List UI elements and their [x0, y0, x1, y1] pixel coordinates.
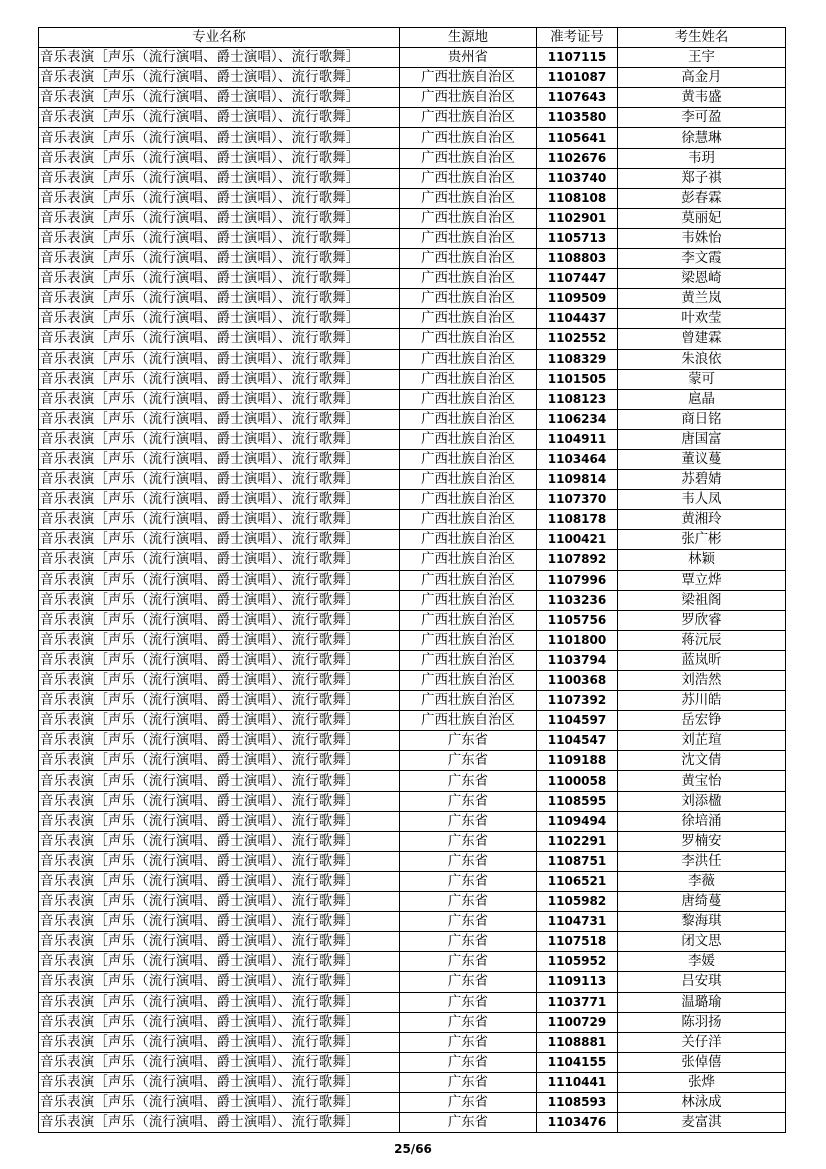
- major-cell: 音乐表演［声乐（流行演唱、爵士演唱）、流行歌舞］: [39, 630, 400, 650]
- origin-cell: 广东省: [400, 1052, 537, 1072]
- exam-id-cell: 1108881: [537, 1032, 618, 1052]
- table-row: [39, 429, 786, 449]
- student-name-cell: 蒙可: [618, 369, 786, 389]
- major-cell: 音乐表演［声乐（流行演唱、爵士演唱）、流行歌舞］: [39, 811, 400, 831]
- student-name-cell: 王宇: [618, 48, 786, 68]
- student-name-cell: 林颖: [618, 550, 786, 570]
- student-name-cell: 韦人凤: [618, 490, 786, 510]
- student-name-cell: 吕安琪: [618, 972, 786, 992]
- origin-cell: 广西壮族自治区: [400, 208, 537, 228]
- table-row: [39, 168, 786, 188]
- major-cell: 音乐表演［声乐（流行演唱、爵士演唱）、流行歌舞］: [39, 249, 400, 269]
- student-name-cell: 罗楠安: [618, 831, 786, 851]
- origin-cell: 广东省: [400, 1032, 537, 1052]
- major-cell: 音乐表演［声乐（流行演唱、爵士演唱）、流行歌舞］: [39, 289, 400, 309]
- table-row: [39, 610, 786, 630]
- student-name-cell: 刘浩然: [618, 671, 786, 691]
- exam-id-cell: 1106521: [537, 871, 618, 891]
- major-cell: 音乐表演［声乐（流行演唱、爵士演唱）、流行歌舞］: [39, 329, 400, 349]
- exam-id-cell: 1108123: [537, 389, 618, 409]
- exam-id-cell: 1103794: [537, 650, 618, 670]
- student-name-cell: 莫丽妃: [618, 208, 786, 228]
- table-row: [39, 329, 786, 349]
- student-name-cell: 刘添楹: [618, 791, 786, 811]
- student-name-cell: 沈文倩: [618, 751, 786, 771]
- exam-id-cell: 1102901: [537, 208, 618, 228]
- student-name-cell: 覃立烨: [618, 570, 786, 590]
- exam-id-cell: 1109188: [537, 751, 618, 771]
- origin-cell: 广西壮族自治区: [400, 68, 537, 88]
- table-row: [39, 1032, 786, 1052]
- student-name-cell: 韦姝怡: [618, 228, 786, 248]
- exam-id-cell: 1108593: [537, 1092, 618, 1112]
- exam-id-cell: 1104547: [537, 731, 618, 751]
- table-body: [39, 48, 786, 1133]
- origin-cell: 广西壮族自治区: [400, 188, 537, 208]
- table-row: [39, 309, 786, 329]
- student-name-cell: 韦玥: [618, 148, 786, 168]
- major-cell: 音乐表演［声乐（流行演唱、爵士演唱）、流行歌舞］: [39, 691, 400, 711]
- page-number: 25/66: [394, 1142, 432, 1156]
- origin-cell: 广西壮族自治区: [400, 550, 537, 570]
- student-name-cell: 黄兰岚: [618, 289, 786, 309]
- origin-cell: 广东省: [400, 771, 537, 791]
- exam-id-cell: 1103464: [537, 449, 618, 469]
- student-name-cell: 叶欢莹: [618, 309, 786, 329]
- major-cell: 音乐表演［声乐（流行演唱、爵士演唱）、流行歌舞］: [39, 650, 400, 670]
- major-cell: 音乐表演［声乐（流行演唱、爵士演唱）、流行歌舞］: [39, 1072, 400, 1092]
- origin-cell: 广东省: [400, 1113, 537, 1133]
- admission-list-sheet: [38, 27, 785, 1133]
- origin-cell: 广西壮族自治区: [400, 449, 537, 469]
- origin-cell: 广东省: [400, 1072, 537, 1092]
- major-cell: 音乐表演［声乐（流行演唱、爵士演唱）、流行歌舞］: [39, 751, 400, 771]
- table-row: [39, 470, 786, 490]
- major-cell: 音乐表演［声乐（流行演唱、爵士演唱）、流行歌舞］: [39, 550, 400, 570]
- exam-id-cell: 1108329: [537, 349, 618, 369]
- origin-cell: 广西壮族自治区: [400, 429, 537, 449]
- table-row: [39, 48, 786, 68]
- student-name-cell: 梁恩崎: [618, 269, 786, 289]
- table-row: [39, 630, 786, 650]
- major-cell: 音乐表演［声乐（流行演唱、爵士演唱）、流行歌舞］: [39, 972, 400, 992]
- major-cell: 音乐表演［声乐（流行演唱、爵士演唱）、流行歌舞］: [39, 88, 400, 108]
- student-name-cell: 黎海琪: [618, 912, 786, 932]
- exam-id-cell: 1105756: [537, 610, 618, 630]
- table-header: [39, 28, 786, 48]
- student-name-cell: 梁祖阁: [618, 590, 786, 610]
- exam-id-cell: 1103236: [537, 590, 618, 610]
- table-row: [39, 831, 786, 851]
- student-name-cell: 徐慧琳: [618, 128, 786, 148]
- exam-id-cell: 1105982: [537, 892, 618, 912]
- major-cell: 音乐表演［声乐（流行演唱、爵士演唱）、流行歌舞］: [39, 610, 400, 630]
- table-row: [39, 1072, 786, 1092]
- major-cell: 音乐表演［声乐（流行演唱、爵士演唱）、流行歌舞］: [39, 148, 400, 168]
- table-row: [39, 490, 786, 510]
- table-row: [39, 952, 786, 972]
- table-row: [39, 892, 786, 912]
- student-name-cell: 商日铭: [618, 409, 786, 429]
- major-cell: 音乐表演［声乐（流行演唱、爵士演唱）、流行歌舞］: [39, 570, 400, 590]
- major-cell: 音乐表演［声乐（流行演唱、爵士演唱）、流行歌舞］: [39, 168, 400, 188]
- major-cell: 音乐表演［声乐（流行演唱、爵士演唱）、流行歌舞］: [39, 48, 400, 68]
- major-cell: 音乐表演［声乐（流行演唱、爵士演唱）、流行歌舞］: [39, 590, 400, 610]
- major-cell: 音乐表演［声乐（流行演唱、爵士演唱）、流行歌舞］: [39, 490, 400, 510]
- table-row: [39, 188, 786, 208]
- major-cell: 音乐表演［声乐（流行演唱、爵士演唱）、流行歌舞］: [39, 128, 400, 148]
- student-name-cell: 徐培涌: [618, 811, 786, 831]
- origin-cell: 广西壮族自治区: [400, 470, 537, 490]
- major-cell: 音乐表演［声乐（流行演唱、爵士演唱）、流行歌舞］: [39, 1092, 400, 1112]
- student-name-cell: 郑子祺: [618, 168, 786, 188]
- origin-cell: 广东省: [400, 932, 537, 952]
- major-cell: 音乐表演［声乐（流行演唱、爵士演唱）、流行歌舞］: [39, 208, 400, 228]
- major-cell: 音乐表演［声乐（流行演唱、爵士演唱）、流行歌舞］: [39, 671, 400, 691]
- origin-cell: 广东省: [400, 731, 537, 751]
- table-row: [39, 932, 786, 952]
- table-row: [39, 771, 786, 791]
- student-name-cell: 李可盈: [618, 108, 786, 128]
- origin-cell: 广西壮族自治区: [400, 128, 537, 148]
- table-row: [39, 590, 786, 610]
- origin-cell: 广东省: [400, 831, 537, 851]
- table-row: [39, 550, 786, 570]
- origin-cell: 广西壮族自治区: [400, 148, 537, 168]
- major-cell: 音乐表演［声乐（流行演唱、爵士演唱）、流行歌舞］: [39, 851, 400, 871]
- origin-cell: 广东省: [400, 811, 537, 831]
- exam-id-cell: 1105952: [537, 952, 618, 972]
- origin-cell: 广东省: [400, 1012, 537, 1032]
- exam-id-cell: 1104437: [537, 309, 618, 329]
- origin-cell: 广西壮族自治区: [400, 590, 537, 610]
- table-row: [39, 1092, 786, 1112]
- major-cell: 音乐表演［声乐（流行演唱、爵士演唱）、流行歌舞］: [39, 369, 400, 389]
- student-name-cell: 蓝岚昕: [618, 650, 786, 670]
- exam-id-cell: 1101800: [537, 630, 618, 650]
- exam-id-cell: 1102676: [537, 148, 618, 168]
- student-name-cell: 唐国富: [618, 429, 786, 449]
- table-row: [39, 289, 786, 309]
- exam-id-cell: 1107392: [537, 691, 618, 711]
- exam-id-cell: 1100421: [537, 530, 618, 550]
- student-name-cell: 张烨: [618, 1072, 786, 1092]
- major-cell: 音乐表演［声乐（流行演唱、爵士演唱）、流行歌舞］: [39, 429, 400, 449]
- origin-cell: 广西壮族自治区: [400, 630, 537, 650]
- exam-id-cell: 1101087: [537, 68, 618, 88]
- major-cell: 音乐表演［声乐（流行演唱、爵士演唱）、流行歌舞］: [39, 510, 400, 530]
- table-row: [39, 269, 786, 289]
- major-cell: 音乐表演［声乐（流行演唱、爵士演唱）、流行歌舞］: [39, 831, 400, 851]
- student-name-cell: 林泳成: [618, 1092, 786, 1112]
- major-cell: 音乐表演［声乐（流行演唱、爵士演唱）、流行歌舞］: [39, 711, 400, 731]
- exam-id-cell: 1102552: [537, 329, 618, 349]
- major-cell: 音乐表演［声乐（流行演唱、爵士演唱）、流行歌舞］: [39, 530, 400, 550]
- exam-id-cell: 1109494: [537, 811, 618, 831]
- major-cell: 音乐表演［声乐（流行演唱、爵士演唱）、流行歌舞］: [39, 188, 400, 208]
- origin-cell: 广东省: [400, 1092, 537, 1112]
- major-cell: 音乐表演［声乐（流行演唱、爵士演唱）、流行歌舞］: [39, 389, 400, 409]
- table-row: [39, 791, 786, 811]
- student-name-cell: 刘芷瑄: [618, 731, 786, 751]
- exam-id-cell: 1101505: [537, 369, 618, 389]
- student-name-cell: 高金月: [618, 68, 786, 88]
- origin-cell: 广西壮族自治区: [400, 510, 537, 530]
- table-row: [39, 972, 786, 992]
- student-name-cell: 董议蔓: [618, 449, 786, 469]
- exam-id-cell: 1104155: [537, 1052, 618, 1072]
- table-row: [39, 68, 786, 88]
- origin-cell: 广西壮族自治区: [400, 650, 537, 670]
- table-row: [39, 1052, 786, 1072]
- major-cell: 音乐表演［声乐（流行演唱、爵士演唱）、流行歌舞］: [39, 309, 400, 329]
- major-cell: 音乐表演［声乐（流行演唱、爵士演唱）、流行歌舞］: [39, 409, 400, 429]
- major-cell: 音乐表演［声乐（流行演唱、爵士演唱）、流行歌舞］: [39, 952, 400, 972]
- student-name-cell: 朱浪依: [618, 349, 786, 369]
- major-cell: 音乐表演［声乐（流行演唱、爵士演唱）、流行歌舞］: [39, 892, 400, 912]
- header-major: 专业名称: [39, 28, 400, 48]
- table-row: [39, 691, 786, 711]
- exam-id-cell: 1110441: [537, 1072, 618, 1092]
- exam-id-cell: 1107115: [537, 48, 618, 68]
- exam-id-cell: 1107518: [537, 932, 618, 952]
- table-row: [39, 530, 786, 550]
- major-cell: 音乐表演［声乐（流行演唱、爵士演唱）、流行歌舞］: [39, 1052, 400, 1072]
- student-name-cell: 麦富淇: [618, 1113, 786, 1133]
- origin-cell: 广西壮族自治区: [400, 691, 537, 711]
- student-name-cell: 黄韦盛: [618, 88, 786, 108]
- header-row: [39, 28, 786, 48]
- exam-id-cell: 1102291: [537, 831, 618, 851]
- table-row: [39, 208, 786, 228]
- origin-cell: 广东省: [400, 892, 537, 912]
- table-row: [39, 650, 786, 670]
- origin-cell: 广西壮族自治区: [400, 88, 537, 108]
- table-row: [39, 992, 786, 1012]
- major-cell: 音乐表演［声乐（流行演唱、爵士演唱）、流行歌舞］: [39, 791, 400, 811]
- origin-cell: 广东省: [400, 992, 537, 1012]
- origin-cell: 广西壮族自治区: [400, 610, 537, 630]
- student-name-cell: 扈晶: [618, 389, 786, 409]
- student-name-cell: 李洪任: [618, 851, 786, 871]
- exam-id-cell: 1107447: [537, 269, 618, 289]
- table-row: [39, 128, 786, 148]
- major-cell: 音乐表演［声乐（流行演唱、爵士演唱）、流行歌舞］: [39, 1012, 400, 1032]
- origin-cell: 广西壮族自治区: [400, 309, 537, 329]
- exam-id-cell: 1108178: [537, 510, 618, 530]
- student-name-cell: 罗欣睿: [618, 610, 786, 630]
- major-cell: 音乐表演［声乐（流行演唱、爵士演唱）、流行歌舞］: [39, 912, 400, 932]
- exam-id-cell: 1107370: [537, 490, 618, 510]
- major-cell: 音乐表演［声乐（流行演唱、爵士演唱）、流行歌舞］: [39, 1113, 400, 1133]
- exam-id-cell: 1100058: [537, 771, 618, 791]
- major-cell: 音乐表演［声乐（流行演唱、爵士演唱）、流行歌舞］: [39, 108, 400, 128]
- major-cell: 音乐表演［声乐（流行演唱、爵士演唱）、流行歌舞］: [39, 228, 400, 248]
- table-row: [39, 1113, 786, 1133]
- student-name-cell: 黄湘玲: [618, 510, 786, 530]
- origin-cell: 广西壮族自治区: [400, 369, 537, 389]
- origin-cell: 广东省: [400, 972, 537, 992]
- origin-cell: 广东省: [400, 912, 537, 932]
- student-name-cell: 陈羽扬: [618, 1012, 786, 1032]
- origin-cell: 广西壮族自治区: [400, 490, 537, 510]
- origin-cell: 广西壮族自治区: [400, 570, 537, 590]
- origin-cell: 广西壮族自治区: [400, 228, 537, 248]
- table-row: [39, 1012, 786, 1032]
- header-origin: 生源地: [400, 28, 537, 48]
- student-name-cell: 曾建霖: [618, 329, 786, 349]
- major-cell: 音乐表演［声乐（流行演唱、爵士演唱）、流行歌舞］: [39, 449, 400, 469]
- student-name-cell: 彭春霖: [618, 188, 786, 208]
- student-name-cell: 蒋沅辰: [618, 630, 786, 650]
- exam-id-cell: 1107996: [537, 570, 618, 590]
- origin-cell: 广西壮族自治区: [400, 349, 537, 369]
- student-name-cell: 张广彬: [618, 530, 786, 550]
- major-cell: 音乐表演［声乐（流行演唱、爵士演唱）、流行歌舞］: [39, 269, 400, 289]
- student-name-cell: 关仔洋: [618, 1032, 786, 1052]
- exam-id-cell: 1107643: [537, 88, 618, 108]
- table-row: [39, 751, 786, 771]
- table-row: [39, 88, 786, 108]
- origin-cell: 广东省: [400, 791, 537, 811]
- origin-cell: 广西壮族自治区: [400, 530, 537, 550]
- header-name: 考生姓名: [618, 28, 786, 48]
- major-cell: 音乐表演［声乐（流行演唱、爵士演唱）、流行歌舞］: [39, 992, 400, 1012]
- table-row: [39, 871, 786, 891]
- exam-id-cell: 1109509: [537, 289, 618, 309]
- origin-cell: 广西壮族自治区: [400, 168, 537, 188]
- table-row: [39, 249, 786, 269]
- header-exam-id: 准考证号: [537, 28, 618, 48]
- origin-cell: 广西壮族自治区: [400, 249, 537, 269]
- table-row: [39, 409, 786, 429]
- exam-id-cell: 1103580: [537, 108, 618, 128]
- table-row: [39, 510, 786, 530]
- major-cell: 音乐表演［声乐（流行演唱、爵士演唱）、流行歌舞］: [39, 771, 400, 791]
- origin-cell: 广东省: [400, 751, 537, 771]
- student-name-cell: 苏碧婧: [618, 470, 786, 490]
- exam-id-cell: 1103476: [537, 1113, 618, 1133]
- major-cell: 音乐表演［声乐（流行演唱、爵士演唱）、流行歌舞］: [39, 731, 400, 751]
- origin-cell: 广西壮族自治区: [400, 409, 537, 429]
- exam-id-cell: 1100729: [537, 1012, 618, 1032]
- table-row: [39, 349, 786, 369]
- table-row: [39, 108, 786, 128]
- exam-id-cell: 1104731: [537, 912, 618, 932]
- table-row: [39, 811, 786, 831]
- table-row: [39, 671, 786, 691]
- table-row: [39, 369, 786, 389]
- origin-cell: 广西壮族自治区: [400, 289, 537, 309]
- exam-id-cell: 1109814: [537, 470, 618, 490]
- student-name-cell: 岳宏铮: [618, 711, 786, 731]
- table-row: [39, 851, 786, 871]
- exam-id-cell: 1103771: [537, 992, 618, 1012]
- origin-cell: 广东省: [400, 871, 537, 891]
- origin-cell: 广西壮族自治区: [400, 269, 537, 289]
- exam-id-cell: 1107892: [537, 550, 618, 570]
- major-cell: 音乐表演［声乐（流行演唱、爵士演唱）、流行歌舞］: [39, 1032, 400, 1052]
- exam-id-cell: 1108108: [537, 188, 618, 208]
- table-row: [39, 570, 786, 590]
- exam-id-cell: 1108595: [537, 791, 618, 811]
- student-name-cell: 李薇: [618, 871, 786, 891]
- exam-id-cell: 1109113: [537, 972, 618, 992]
- student-name-cell: 张倬僖: [618, 1052, 786, 1072]
- exam-id-cell: 1105641: [537, 128, 618, 148]
- exam-id-cell: 1105713: [537, 228, 618, 248]
- exam-id-cell: 1104597: [537, 711, 618, 731]
- student-name-cell: 黄宝怡: [618, 771, 786, 791]
- table-row: [39, 912, 786, 932]
- table-row: [39, 449, 786, 469]
- table-row: [39, 148, 786, 168]
- major-cell: 音乐表演［声乐（流行演唱、爵士演唱）、流行歌舞］: [39, 68, 400, 88]
- exam-id-cell: 1100368: [537, 671, 618, 691]
- student-name-cell: 李媛: [618, 952, 786, 972]
- exam-id-cell: 1108803: [537, 249, 618, 269]
- table-row: [39, 711, 786, 731]
- origin-cell: 广东省: [400, 851, 537, 871]
- origin-cell: 广东省: [400, 952, 537, 972]
- exam-id-cell: 1104911: [537, 429, 618, 449]
- exam-id-cell: 1103740: [537, 168, 618, 188]
- major-cell: 音乐表演［声乐（流行演唱、爵士演唱）、流行歌舞］: [39, 349, 400, 369]
- exam-id-cell: 1106234: [537, 409, 618, 429]
- student-name-cell: 温璐瑜: [618, 992, 786, 1012]
- table-row: [39, 389, 786, 409]
- major-cell: 音乐表演［声乐（流行演唱、爵士演唱）、流行歌舞］: [39, 871, 400, 891]
- student-name-cell: 李文霞: [618, 249, 786, 269]
- origin-cell: 贵州省: [400, 48, 537, 68]
- origin-cell: 广西壮族自治区: [400, 389, 537, 409]
- student-name-cell: 唐绮蔓: [618, 892, 786, 912]
- major-cell: 音乐表演［声乐（流行演唱、爵士演唱）、流行歌舞］: [39, 470, 400, 490]
- table-row: [39, 228, 786, 248]
- major-cell: 音乐表演［声乐（流行演唱、爵士演唱）、流行歌舞］: [39, 932, 400, 952]
- origin-cell: 广西壮族自治区: [400, 108, 537, 128]
- origin-cell: 广西壮族自治区: [400, 671, 537, 691]
- student-name-cell: 苏川皓: [618, 691, 786, 711]
- student-name-cell: 闭文思: [618, 932, 786, 952]
- exam-id-cell: 1108751: [537, 851, 618, 871]
- origin-cell: 广西壮族自治区: [400, 329, 537, 349]
- admission-table: [38, 27, 786, 1133]
- table-row: [39, 731, 786, 751]
- origin-cell: 广西壮族自治区: [400, 711, 537, 731]
